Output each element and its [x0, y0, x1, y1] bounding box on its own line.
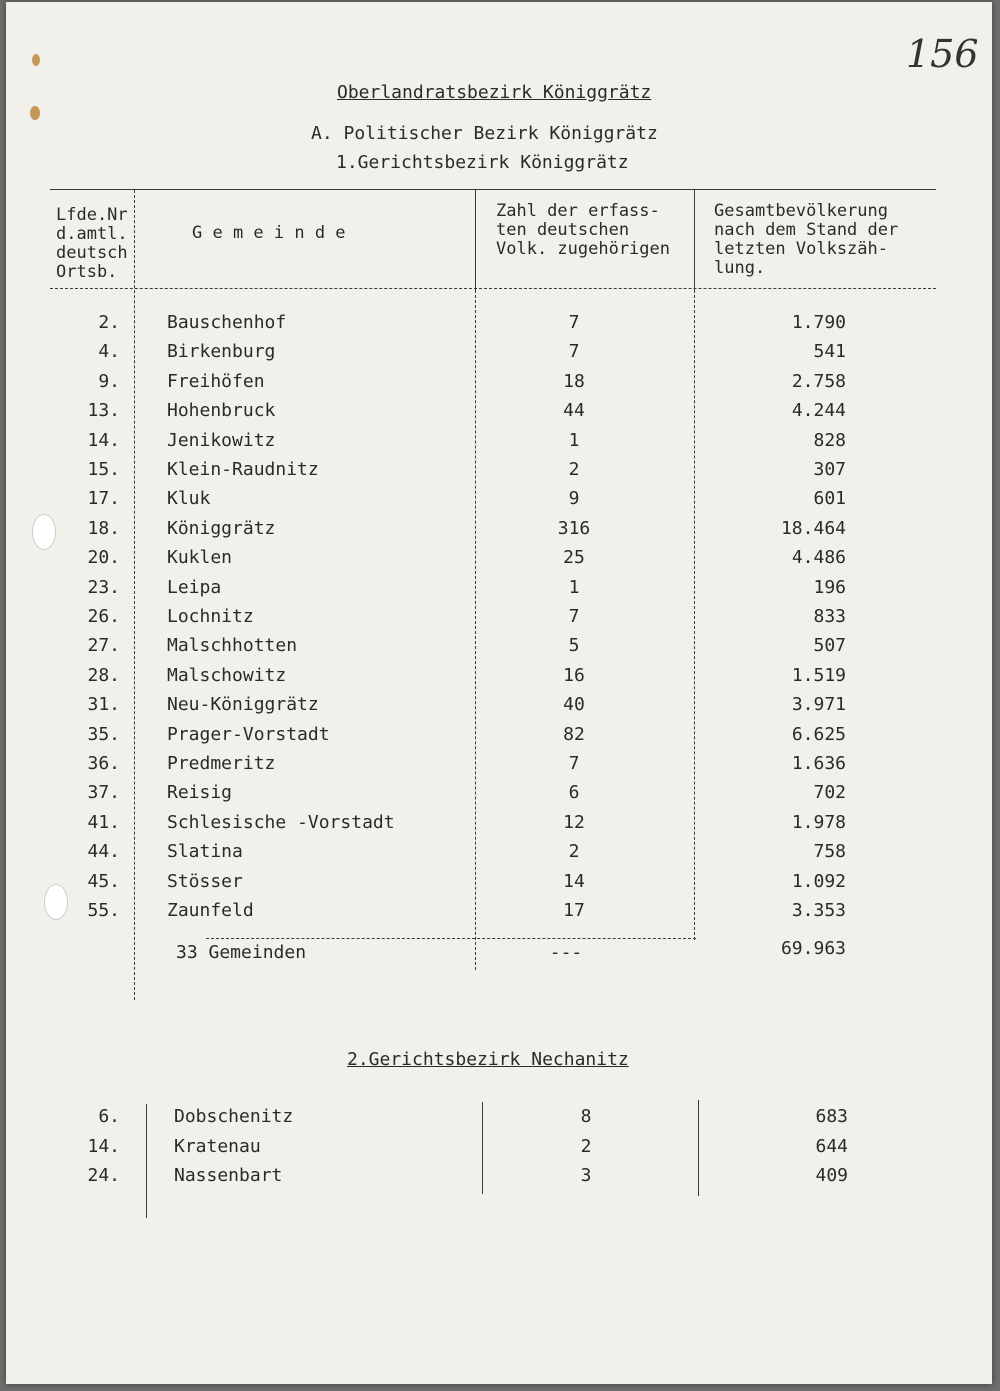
column-divider: [698, 1100, 699, 1196]
total-population: 1.636: [791, 753, 846, 774]
german-count: 1: [568, 429, 580, 451]
german-count: 7: [568, 312, 580, 333]
total-population: 3.353: [791, 900, 846, 921]
german-count: 5: [568, 635, 580, 657]
municipality-name: Malschowitz: [167, 664, 287, 686]
total-population: 507: [813, 635, 846, 657]
german-count: 14: [563, 870, 585, 892]
rust-stain: [32, 54, 40, 66]
row-number: 41.: [87, 811, 120, 833]
german-count: 7: [568, 753, 580, 774]
total-population: 833: [813, 606, 846, 627]
header-municipality: G e m e i n d e: [192, 223, 346, 243]
header-bottom-rule: [50, 288, 936, 289]
municipality-name: Dobschenitz: [174, 1106, 294, 1127]
header-german-count: Zahl der erfass- ten deutschen Volk. zugehörigen: [496, 201, 670, 259]
row-number: 55.: [87, 900, 120, 921]
german-count: 16: [563, 664, 585, 686]
row-number: 28.: [87, 664, 120, 686]
german-count: 82: [563, 723, 585, 745]
total-population: 601: [813, 488, 846, 510]
row-number: 15.: [87, 459, 120, 480]
column-divider: [475, 190, 476, 290]
punch-hole: [32, 514, 56, 550]
german-count: 18: [563, 370, 585, 392]
municipality-name: Neu-Königgrätz: [167, 694, 319, 716]
german-count: 9: [568, 488, 580, 510]
row-number: 26.: [87, 606, 120, 627]
total-population: 4.244: [791, 400, 846, 422]
municipality-name: Klein-Raudnitz: [167, 459, 319, 480]
german-count: 8: [580, 1106, 592, 1127]
total-population: 6.625: [791, 723, 846, 745]
municipality-name: Malschhotten: [167, 635, 298, 657]
row-number: 13.: [87, 400, 120, 422]
row-number: 14.: [87, 429, 120, 451]
german-count: 2: [568, 459, 580, 480]
german-count: 3: [580, 1165, 592, 1186]
summary-label: 33 Gemeinden: [176, 942, 307, 963]
document-page: [6, 2, 992, 1384]
municipality-name: Birkenburg: [167, 341, 276, 363]
municipality-name: Nassenbart: [174, 1165, 283, 1186]
total-population: 1.790: [791, 312, 846, 333]
total-population: 307: [813, 459, 846, 480]
page-number: 156: [906, 32, 979, 76]
section-heading: 1.Gerichtsbezirk Königgrätz: [336, 152, 629, 173]
summary-total: 69.963: [780, 938, 846, 959]
header-number: Lfde.Nr d.amtl. deutsch Ortsb.: [56, 205, 128, 282]
total-population: 1.978: [791, 811, 846, 833]
row-number: 37.: [87, 782, 120, 804]
total-population: 758: [813, 841, 846, 863]
german-count: 17: [563, 900, 585, 921]
german-count: 7: [568, 606, 580, 627]
row-number: 23.: [87, 576, 120, 598]
german-count: 40: [563, 694, 585, 716]
row-number: 24.: [87, 1165, 120, 1186]
row-number: 9.: [98, 370, 120, 392]
municipality-name: Kratenau: [174, 1135, 261, 1157]
column-divider: [146, 1104, 147, 1218]
column-divider: [694, 190, 695, 290]
municipality-name: Zaunfeld: [167, 900, 254, 921]
subtitle: A. Politischer Bezirk Königgrätz: [311, 123, 658, 144]
german-count: 12: [563, 811, 585, 833]
municipality-name: Kuklen: [167, 547, 233, 569]
header-total-population: Gesamtbevölkerung nach dem Stand der letzten Volkszäh- lung.: [714, 201, 899, 278]
municipality-name: Bauschenhof: [167, 312, 287, 333]
total-population: 4.486: [791, 547, 846, 569]
municipality-name: Prager-Vorstadt: [167, 723, 330, 745]
total-population: 1.519: [791, 664, 846, 686]
row-number: 20.: [87, 547, 120, 569]
row-number: 44.: [87, 841, 120, 863]
row-number: 2.: [98, 312, 120, 333]
row-number: 35.: [87, 723, 120, 745]
column-divider: [694, 290, 695, 940]
total-population: 1.092: [791, 870, 846, 892]
total-population: 196: [813, 576, 846, 598]
column-divider: [482, 1102, 483, 1194]
german-count: 316: [557, 517, 591, 539]
municipality-name: Schlesische -Vorstadt: [167, 811, 395, 833]
municipality-name: Hohenbruck: [167, 400, 276, 422]
german-count: 2: [568, 841, 580, 863]
row-number: 4.: [98, 341, 120, 363]
row-number: 27.: [87, 635, 120, 657]
column-divider: [134, 190, 135, 1000]
german-count: 1: [568, 576, 580, 598]
column-divider: [475, 290, 476, 970]
total-population: 644: [815, 1135, 848, 1157]
total-population: 18.464: [780, 517, 846, 539]
municipality-name: Stösser: [167, 870, 243, 892]
summary-german: ---: [549, 942, 583, 963]
total-population: 828: [813, 429, 846, 451]
rust-stain: [30, 106, 40, 120]
row-number: 14.: [87, 1135, 120, 1157]
municipality-name: Reisig: [167, 782, 233, 804]
punch-hole: [44, 884, 68, 920]
row-number: 45.: [87, 870, 120, 892]
total-population: 3.971: [791, 694, 846, 716]
total-population: 541: [813, 341, 846, 363]
row-number: 6.: [98, 1106, 120, 1127]
total-population: 702: [813, 782, 846, 804]
page-title: Oberlandratsbezirk Königgrätz: [337, 82, 652, 103]
german-count: 6: [568, 782, 580, 804]
municipality-name: Jenikowitz: [167, 429, 276, 451]
sum-rule: [206, 938, 696, 939]
section-heading-2: 2.Gerichtsbezirk Nechanitz: [347, 1049, 629, 1070]
municipality-name: Leipa: [167, 576, 222, 598]
total-population: 683: [815, 1106, 848, 1127]
german-count: 7: [568, 341, 580, 363]
row-number: 36.: [87, 753, 120, 774]
table-top-rule: [50, 189, 936, 190]
municipality-name: Königgrätz: [167, 517, 276, 539]
row-number: 31.: [87, 694, 120, 716]
german-count: 2: [580, 1135, 592, 1157]
municipality-name: Freihöfen: [167, 370, 265, 392]
total-population: 2.758: [791, 370, 846, 392]
municipality-name: Lochnitz: [167, 606, 254, 627]
total-population: 409: [815, 1165, 848, 1186]
german-count: 25: [563, 547, 585, 569]
municipality-name: Slatina: [167, 841, 243, 863]
row-number: 18.: [87, 517, 120, 539]
german-count: 44: [563, 400, 585, 422]
municipality-name: Kluk: [167, 488, 211, 510]
municipality-name: Predmeritz: [167, 753, 276, 774]
row-number: 17.: [87, 488, 120, 510]
